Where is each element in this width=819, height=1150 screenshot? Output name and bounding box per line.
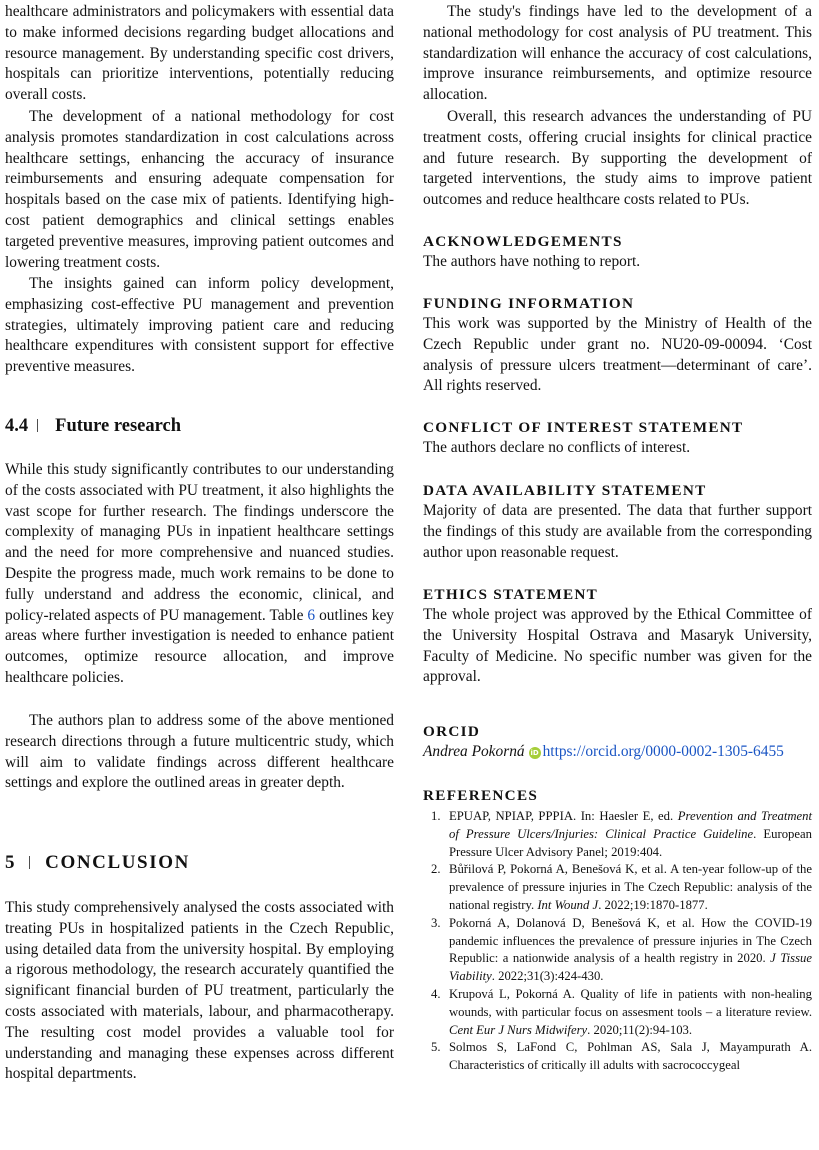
reference-item (423, 1039, 812, 1075)
text-span: outlines key areas where further investigation is needed to enhance patient outcomes, optimize resource allocation, and improve healthcare policies. (5, 606, 394, 686)
reference-text: EPUAP, NPIAP, PPPIA. In: Haesler E, ed. (449, 809, 678, 823)
reference-text: . European Pressure Ulcer Advisory Panel; 2019:404. (449, 826, 812, 859)
section-number: 5 (5, 852, 17, 873)
data-availability-text: Majority of data are presented. The data that further support the findings of this study are available from the corresponding author upon reasonable request. (423, 502, 812, 561)
body-paragraph: The insights gained can inform policy development, emphasizing cost-effective PU management and prevention strategies, ultimately improving patient care and reducing healthcare expenditures with consistent support for effective preventive measures. (5, 275, 394, 376)
orcid-line (423, 742, 812, 763)
reference-number: 5. (431, 1040, 441, 1055)
reference-source: Int Wound J (537, 897, 599, 912)
table-link[interactable]: 6 (307, 606, 316, 624)
reference-item (423, 861, 812, 914)
acknowledgements-heading: ACKNOWLEDGEMENTS (423, 233, 623, 250)
funding-heading: FUNDING INFORMATION (423, 295, 635, 312)
conflict-heading: CONFLICT OF INTEREST STATEMENT (423, 419, 744, 436)
orcid-heading: ORCID (423, 723, 481, 740)
reference-number: 3. (431, 915, 441, 930)
reference-item (423, 986, 812, 1039)
body-paragraph: healthcare administrators and policymakers with essential data to make informed decisions regarding budget allocations and resource management. By understanding specific cost drivers, hospitals can prioritize interventions, potentially reducing overall costs. (5, 3, 394, 104)
reference-text: Krupová L, Pokorná A. Quality of life in patients with non-healing wounds, with particular focus on assesment tools – a literature review. (449, 986, 812, 1019)
reference-number: 2. (431, 862, 441, 877)
reference-text: . 2022;19:1870-1877. (598, 897, 708, 912)
references-heading: REFERENCES (423, 787, 539, 804)
conflict-text: The authors declare no conflicts of interest. (423, 439, 691, 456)
body-paragraph: Overall, this research advances the understanding of PU treatment costs, offering crucial insights for clinical practice and future research. By supporting the development of targeted interventions, the study aims to improve patient outcomes and reduce healthcare costs related to PUs. (423, 108, 812, 209)
data-availability-heading: DATA AVAILABILITY STATEMENT (423, 482, 707, 499)
reference-item (423, 808, 812, 861)
references-list (423, 808, 812, 1075)
heading-separator: | (36, 417, 40, 433)
orcid-link[interactable]: https://orcid.org/0000-0002-1305-6455 (542, 743, 784, 760)
body-paragraph: The authors plan to address some of the above mentioned research directions through a future multicentric study, which will aim to validate findings across different healthcare settings and explore the outlined areas in greater depth. (5, 712, 394, 792)
body-paragraph (5, 460, 394, 689)
reference-text: . 2020;11(2):94-103. (587, 1022, 693, 1037)
reference-text: Pokorná A, Dolanová D, Benešová K, et al. How the COVID-19 pandemic influences the prevalence of pressure injuries in The Czech Republic: a nationwide analysis of a health registry in 2020. (449, 915, 812, 966)
reference-number: 1. (431, 809, 441, 823)
ethics-heading: ETHICS STATEMENT (423, 586, 599, 603)
reference-text: Solmos S, LaFond C, Pohlman AS, Sala J, Mayampurath A. Characteristics of critically ill adults with sacrococcygeal (449, 1040, 812, 1073)
reference-item (423, 915, 812, 986)
reference-number: 4. (431, 986, 441, 1001)
acknowledgements-text: The authors have nothing to report. (423, 253, 641, 270)
orcid-icon[interactable]: iD (530, 749, 539, 757)
body-paragraph: The study's findings have led to the development of a national methodology for cost analysis of PU treatment. This standardization will enhance the accuracy of cost calculations, improve insurance reimbursements, and optimize resource allocation. (423, 3, 812, 104)
funding-text: This work was supported by the Ministry of Health of the Czech Republic under grant no. NU20-09-00094. ‘Cost analysis of pressure ulcers treatment—determinant of care’. All rights reserved. (423, 315, 812, 395)
reference-text: . 2022;31(3):424-430. (491, 969, 604, 984)
body-paragraph: This study comprehensively analysed the costs associated with treating PUs in hospitalized patients in the Czech Republic, using detailed data from the university hospital. By employing a rigorous methodology, the research accurately quantified the significant financial burden of PU treatment, particularly the costs associated with materials, labour, and pharmacotherapy. The resulting cost model provides a valuable tool for understanding and managing these expenses across different hospital departments. (5, 899, 394, 1083)
body-paragraph: The development of a national methodology for cost analysis promotes standardization in cost calculations across healthcare settings, enhancing the accuracy of insurance reimbursements and ensuring adequate compensation for hospitals based on the case mix of patients. Identifying high-cost patient demographics and clinical settings enables targeted preventive measures, improving patient outcomes and lowering treatment costs. (5, 108, 394, 271)
reference-source: Cent Eur J Nurs Midwifery (449, 1022, 588, 1037)
orcid-author: Andrea Pokorná (423, 743, 525, 760)
reference-text: Bůřilová P, Pokorná A, Benešová K, et al. A ten-year follow-up of the prevalence of pressure injuries in The Czech Republic: analysis of the national registry. (449, 862, 812, 912)
section-title: Future research (55, 416, 182, 436)
ethics-text: The whole project was approved by the Ethical Committee of the University Hospital Ostrava and Masaryk University, Faculty of Medicine. No specific number was given for the approval. (423, 606, 812, 686)
reference-source: J Tissue Viability (449, 951, 812, 984)
heading-separator: | (28, 854, 32, 870)
section-title: CONCLUSION (45, 852, 190, 873)
reference-source: Prevention and Treatment of Pressure Ulcers/Injuries: Clinical Practice Guideline (449, 809, 813, 841)
section-heading-5 (5, 852, 190, 875)
text-span: While this study significantly contributes to our understanding of the costs associated with PU treatment, it also highlights the vast scope for further research. The findings underscore the complexity of managing PUs in inpatient healthcare settings and the need for more comprehensive and nuanced studies. Despite the progress made, much work remains to be done to fully understand and address the economic, clinical, and policy-related aspects of PU management. Table (5, 461, 394, 624)
section-number: 4.4 (5, 416, 29, 436)
section-heading-4-4 (5, 415, 181, 438)
